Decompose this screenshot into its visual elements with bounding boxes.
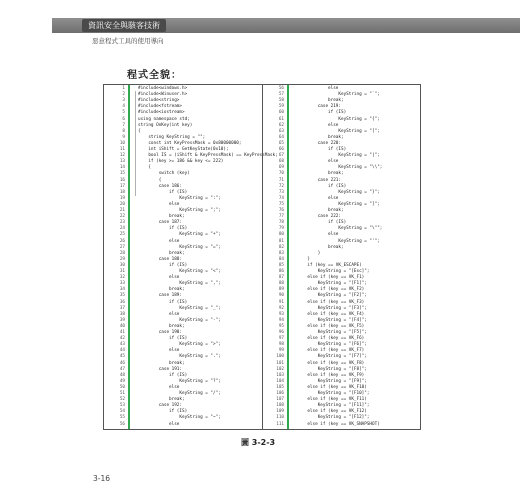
code-text: #include<fstream> xyxy=(138,104,182,110)
code-text: KeyString = "[F2]"; xyxy=(297,293,367,299)
code-text: if (IS) xyxy=(138,189,188,195)
line-number: 3 xyxy=(122,98,125,104)
code-text: KeyString = "[F9]"; xyxy=(297,378,367,384)
code-text: KeyString = "_"; xyxy=(138,305,221,311)
code-text: break; xyxy=(138,397,185,403)
line-number: 37 xyxy=(119,305,125,311)
line-number: 7 xyxy=(122,122,125,128)
code-text: switch (key) xyxy=(138,171,190,177)
line-number: 70 xyxy=(278,171,284,177)
line-number: 38 xyxy=(119,311,125,317)
code-text: else xyxy=(138,275,180,281)
code-text: #include<iostream> xyxy=(138,110,185,116)
code-text: } xyxy=(297,256,310,262)
code-text: else if (key == VK_F8) xyxy=(297,360,365,366)
line-number: 8 xyxy=(122,128,125,134)
line-number: 56 xyxy=(278,86,284,91)
line-number: 94 xyxy=(278,317,284,323)
line-number: 42 xyxy=(119,336,125,342)
line-number: 105 xyxy=(276,384,284,390)
line-number: 96 xyxy=(278,330,284,335)
line-number: 108 xyxy=(276,403,284,409)
code-text: else xyxy=(138,238,180,244)
code-text: case 221: xyxy=(297,177,341,183)
line-number: 6 xyxy=(122,116,125,122)
line-number: 30 xyxy=(119,262,125,268)
code-text: if (IS) xyxy=(138,299,188,305)
line-number: 87 xyxy=(278,275,284,281)
code-text: case 191: xyxy=(138,366,182,372)
code-text: else if (key == VK_F7) xyxy=(297,348,365,354)
code-text: KeyString = ">"; xyxy=(138,342,221,348)
code-line xyxy=(104,422,261,428)
line-number: 65 xyxy=(278,140,284,146)
line-number: 25 xyxy=(119,232,125,238)
code-text: else xyxy=(297,195,339,201)
code-text: if (IS) xyxy=(297,110,347,116)
code-text: if (IS) xyxy=(297,183,347,189)
code-text: KeyString = "["; xyxy=(297,128,380,134)
line-number: 82 xyxy=(278,244,284,250)
code-text: case 188: xyxy=(138,256,182,262)
line-number: 18 xyxy=(119,189,125,195)
line-number: 62 xyxy=(278,122,284,128)
code-text: KeyString = "`"; xyxy=(297,92,380,98)
line-number: 81 xyxy=(278,238,284,244)
code-listing xyxy=(103,84,421,430)
line-number: 9 xyxy=(122,134,125,140)
line-number: 28 xyxy=(119,250,125,256)
chapter-subtitle: 惡意程式工具的使用導向 xyxy=(92,37,164,45)
code-text: break; xyxy=(297,244,344,250)
line-number: 48 xyxy=(119,372,125,378)
code-text: KeyString = "/"; xyxy=(138,391,221,396)
code-text: using namespace std; xyxy=(138,116,190,122)
code-text: case 187: xyxy=(138,220,182,226)
code-text: else xyxy=(138,348,180,354)
line-number: 1 xyxy=(122,86,125,91)
line-number: 46 xyxy=(119,360,125,366)
code-text: case 189: xyxy=(138,293,182,299)
code-text: case 190: xyxy=(138,330,182,335)
line-number: 111 xyxy=(276,421,284,427)
code-text: else xyxy=(138,384,180,390)
code-text: KeyString = "="; xyxy=(138,244,221,250)
line-number: 107 xyxy=(276,397,284,403)
line-number: 53 xyxy=(119,403,125,409)
line-number: 4 xyxy=(122,104,125,110)
code-text: KeyString = "[F4]"; xyxy=(297,317,367,323)
line-number: 21 xyxy=(119,208,125,213)
code-text: case 220: xyxy=(297,140,341,146)
code-text: { xyxy=(138,128,141,134)
code-text: KeyString = "[F11]"; xyxy=(297,403,370,409)
line-number: 47 xyxy=(119,366,125,372)
page-number: 3-16 xyxy=(93,474,111,483)
line-number: 40 xyxy=(119,323,125,329)
code-text: if (IS) xyxy=(138,336,188,342)
code-text: KeyString = "[F10]"; xyxy=(297,391,370,396)
line-number: 64 xyxy=(278,134,284,140)
line-number: 59 xyxy=(278,104,284,110)
code-text: if (IS) xyxy=(138,262,188,268)
line-number: 79 xyxy=(278,226,284,232)
code-text: int iShift = GetKeyState(0x10); xyxy=(138,147,229,152)
code-text: else xyxy=(297,159,339,165)
code-text: #include<Winuser.h> xyxy=(138,92,188,98)
code-text: break; xyxy=(297,134,344,140)
code-text: KeyString = ","; xyxy=(138,281,221,287)
code-text: if (IS) xyxy=(297,220,347,226)
line-number: 44 xyxy=(119,348,125,354)
line-number: 5 xyxy=(122,110,125,116)
line-number: 55 xyxy=(119,415,125,421)
line-number: 49 xyxy=(119,378,125,384)
code-text: KeyString = "\\"; xyxy=(297,165,383,171)
code-text: if (IS) xyxy=(138,226,188,232)
code-text: if (IS) xyxy=(138,409,188,415)
line-number: 69 xyxy=(278,165,284,171)
line-number: 36 xyxy=(119,299,125,305)
code-text: KeyString = "-"; xyxy=(138,317,221,323)
line-number: 29 xyxy=(119,256,125,262)
section-title: 程式全貌： xyxy=(127,70,182,81)
line-number: 73 xyxy=(278,189,284,195)
code-text: break; xyxy=(138,360,185,366)
line-number: 50 xyxy=(119,384,125,390)
line-number: 93 xyxy=(278,311,284,317)
code-text: break; xyxy=(138,250,185,256)
code-text: string OnKey(int key) xyxy=(138,122,193,128)
line-number: 58 xyxy=(278,98,284,104)
code-text: } xyxy=(297,250,321,256)
line-number: 95 xyxy=(278,323,284,329)
code-text: #include<string> xyxy=(138,98,180,104)
line-number: 109 xyxy=(276,409,284,415)
code-text: KeyString = "[Esc]"; xyxy=(297,269,370,274)
code-text: KeyString = "[F5]"; xyxy=(297,330,367,335)
line-number: 102 xyxy=(276,366,284,372)
code-text: else xyxy=(297,122,339,128)
code-text: KeyString = "|"; xyxy=(297,153,380,159)
code-text: #include<windows.h> xyxy=(138,86,188,91)
line-number: 13 xyxy=(119,159,125,165)
code-text: else if (key == VK_F4) xyxy=(297,311,365,317)
line-number: 67 xyxy=(278,153,284,159)
line-number: 52 xyxy=(119,397,125,403)
line-number: 71 xyxy=(278,177,284,183)
code-text: KeyString = "\""; xyxy=(297,226,383,232)
code-text: KeyString = "~"; xyxy=(138,415,221,421)
line-number: 45 xyxy=(119,354,125,360)
code-text: { xyxy=(138,165,151,171)
line-number: 110 xyxy=(276,415,284,421)
code-text: KeyString = "<"; xyxy=(138,269,221,274)
code-text: else xyxy=(138,421,180,427)
code-text: KeyString = ";"; xyxy=(138,208,221,213)
line-number: 83 xyxy=(278,250,284,256)
line-number: 78 xyxy=(278,220,284,226)
line-number: 22 xyxy=(119,214,125,220)
code-text: else if (key == VK_F9) xyxy=(297,372,365,378)
code-text: KeyString = "}"; xyxy=(297,189,380,195)
code-text: KeyString = "+"; xyxy=(138,232,221,238)
code-text: if (key == VK_ESCAPE) xyxy=(297,262,362,268)
code-text: KeyString = "[F1]"; xyxy=(297,281,367,287)
line-number: 57 xyxy=(278,92,284,98)
code-text: else xyxy=(138,311,180,317)
code-text: if (key >= 186 && key <= 222) xyxy=(138,159,224,165)
line-number: 51 xyxy=(119,391,125,396)
code-text: break; xyxy=(297,208,344,213)
line-number: 100 xyxy=(276,354,284,360)
line-number: 41 xyxy=(119,330,125,335)
line-number: 97 xyxy=(278,336,284,342)
line-number: 33 xyxy=(119,281,125,287)
line-number: 63 xyxy=(278,128,284,134)
line-number: 35 xyxy=(119,293,125,299)
line-number: 103 xyxy=(276,372,284,378)
line-number: 31 xyxy=(119,269,125,274)
code-text: case 222: xyxy=(297,214,341,220)
code-text: break; xyxy=(138,287,185,293)
line-number: 89 xyxy=(278,287,284,293)
code-text: break; xyxy=(138,214,185,220)
line-number: 80 xyxy=(278,232,284,238)
line-number: 85 xyxy=(278,262,284,268)
line-number: 86 xyxy=(278,269,284,274)
line-number: 76 xyxy=(278,208,284,213)
line-number: 17 xyxy=(119,183,125,189)
code-text: else if (key == VK_F3) xyxy=(297,299,365,305)
code-text: bool IS = (iShift & KeyPressMask) == KeyPressMask; xyxy=(138,153,278,159)
code-text: case 219: xyxy=(297,104,341,110)
line-number: 77 xyxy=(278,214,284,220)
code-text: case 186: xyxy=(138,183,182,189)
line-number: 106 xyxy=(276,391,284,396)
line-number: 101 xyxy=(276,360,284,366)
code-text: break; xyxy=(297,98,344,104)
code-line xyxy=(263,422,420,428)
code-column-left xyxy=(104,85,278,429)
line-number: 11 xyxy=(119,147,125,152)
code-text: else xyxy=(297,232,339,238)
code-text: KeyString = "."; xyxy=(138,354,221,360)
code-text: else if (key == VK_F5) xyxy=(297,323,365,329)
code-column-right xyxy=(262,85,420,429)
line-number: 20 xyxy=(119,201,125,207)
code-text: else if (key == VK_F10) xyxy=(297,384,367,390)
code-text: else if (key == VK_F6) xyxy=(297,336,365,342)
line-number: 43 xyxy=(119,342,125,348)
code-text: else if (key == VK_F1) xyxy=(297,275,365,281)
figure-caption: 圖 3-2-3 xyxy=(241,438,276,447)
code-text: string KeyString = ""; xyxy=(138,134,206,140)
line-number: 68 xyxy=(278,159,284,165)
code-text: KeyString = "[F12]"; xyxy=(297,415,370,421)
line-number: 16 xyxy=(119,177,125,183)
line-number: 66 xyxy=(278,147,284,152)
line-number: 32 xyxy=(119,275,125,281)
line-number: 10 xyxy=(119,140,125,146)
code-text: KeyString = "[F8]"; xyxy=(297,366,367,372)
line-number: 39 xyxy=(119,317,125,323)
code-text: else if (key == VK_F12) xyxy=(297,409,367,415)
line-number: 84 xyxy=(278,256,284,262)
line-number: 74 xyxy=(278,195,284,201)
code-text: KeyString = ":"; xyxy=(138,195,221,201)
code-text: else if (key == VK_SNAPSHOT) xyxy=(297,421,380,427)
code-text: KeyString = "'"; xyxy=(297,238,380,244)
code-text: break; xyxy=(138,323,185,329)
code-text: else if (key == VK_F2) xyxy=(297,287,365,293)
line-number: 19 xyxy=(119,195,125,201)
code-text: KeyString = "]"; xyxy=(297,201,380,207)
line-number: 26 xyxy=(119,238,125,244)
code-text: else xyxy=(297,86,339,91)
code-text: KeyString = "[F7]"; xyxy=(297,354,367,360)
line-number: 14 xyxy=(119,165,125,171)
line-number: 99 xyxy=(278,348,284,354)
line-number: 104 xyxy=(276,378,284,384)
line-number: 34 xyxy=(119,287,125,293)
code-text: { xyxy=(138,177,162,183)
code-text: case 192: xyxy=(138,403,182,409)
code-text: KeyString = "?"; xyxy=(138,378,221,384)
line-number: 2 xyxy=(122,92,125,98)
line-number: 24 xyxy=(119,226,125,232)
code-text: else if (key == VK_F11) xyxy=(297,397,367,403)
line-number: 98 xyxy=(278,342,284,348)
line-number: 61 xyxy=(278,116,284,122)
code-text: KeyString = "[F3]"; xyxy=(297,305,367,311)
code-text: else xyxy=(138,201,180,207)
line-number: 12 xyxy=(119,153,125,159)
code-text: const int KeyPressMask = 0x80000000; xyxy=(138,140,242,146)
line-number: 15 xyxy=(119,171,125,177)
line-number: 90 xyxy=(278,293,284,299)
line-number: 72 xyxy=(278,183,284,189)
line-number: 60 xyxy=(278,110,284,116)
code-text: if (IS) xyxy=(297,147,347,152)
code-text: KeyString = "[F6]"; xyxy=(297,342,367,348)
code-text: break; xyxy=(297,171,344,177)
line-number: 23 xyxy=(119,220,125,226)
code-text: KeyString = "{"; xyxy=(297,116,380,122)
line-number: 27 xyxy=(119,244,125,250)
line-number: 56 xyxy=(119,421,125,427)
line-number: 54 xyxy=(119,409,125,415)
line-number: 92 xyxy=(278,305,284,311)
book-title: 資訊安全與駭客技術 xyxy=(82,19,166,32)
line-number: 91 xyxy=(278,299,284,305)
code-text: if (IS) xyxy=(138,372,188,378)
line-number: 75 xyxy=(278,201,284,207)
line-number: 88 xyxy=(278,281,284,287)
